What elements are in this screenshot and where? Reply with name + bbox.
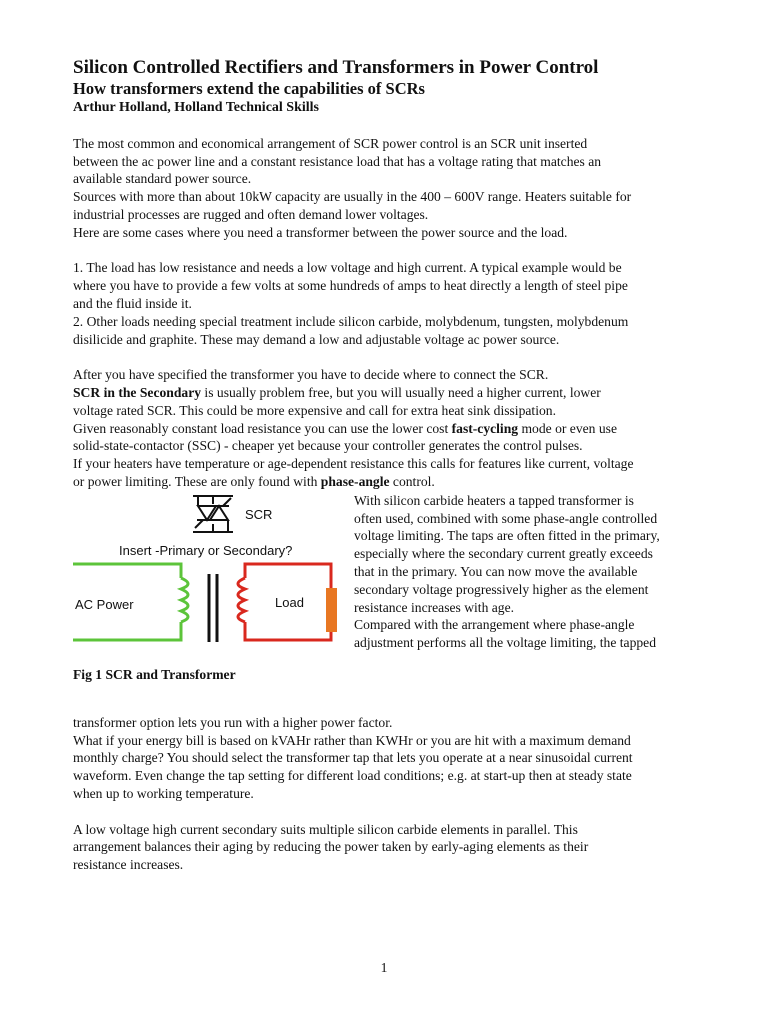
text-line: adjustment performs all the voltage limiting, the tapped	[354, 635, 657, 651]
scr-transformer-diagram	[73, 492, 353, 652]
insert-question-label: Insert -Primary or Secondary?	[119, 542, 293, 558]
figure-caption: Fig 1 SCR and Transformer	[73, 666, 236, 682]
intro-paragraph	[73, 135, 701, 242]
secondary-section	[73, 366, 701, 491]
text-line: If your heaters have temperature or age-dependent resistance this calls for features like current, voltage	[73, 456, 634, 472]
transformer-core-icon	[209, 574, 217, 642]
text-line: where you have to provide a few volts at some hundreds of amps to heat directly a length of steel pipe	[73, 278, 628, 294]
text-line: After you have specified the transformer you have to decide where to connect the SCR.	[73, 367, 549, 383]
text-line: waveform. Even change the tap setting for different load conditions; e.g. at start-up then at steady state	[73, 768, 632, 784]
text-line: 1. The load has low resistance and needs a low voltage and high current. A typical example would be	[73, 260, 622, 276]
text-line: resistance increases.	[73, 857, 184, 873]
text-line: between the ac power line and a constant resistance load that has a voltage rating that matches an	[73, 153, 602, 169]
scr-label: SCR	[245, 506, 273, 522]
secondary-coil-icon	[238, 578, 245, 622]
text-line: secondary voltage progressively higher as the element	[354, 581, 649, 597]
ac-power-label: AC Power	[75, 596, 134, 612]
text-line: With silicon carbide heaters a tapped transformer is	[354, 492, 634, 508]
cases-list	[73, 259, 701, 348]
text-line: solid-state-contactor (SSC) - cheaper yet because your controller generates the control pulses.	[73, 438, 583, 454]
bold-term: SCR in the Secondary	[73, 384, 202, 400]
text-line: disilicide and graphite. These may demand a low and adjustable voltage ac power source.	[73, 331, 560, 347]
text-line: SCR in the Secondary is usually problem free, but you will usually need a higher current, lower	[73, 384, 601, 400]
final-paragraph	[73, 821, 701, 874]
text-line: when up to working temperature.	[73, 785, 254, 801]
page-number: 1	[380, 960, 388, 975]
text-line: often used, combined with some phase-angle controlled	[354, 510, 658, 526]
bold-term: fast-cycling	[451, 420, 519, 436]
text-line: or power limiting. These are only found with phase-angle control.	[73, 473, 435, 489]
continuation-paragraph	[73, 714, 701, 803]
bold-term: phase-angle	[320, 473, 390, 489]
text-line: available standard power source.	[73, 171, 252, 187]
text-line: Sources with more than about 10kW capacity are usually in the 400 – 600V range. Heaters suitable for	[73, 189, 632, 205]
figure-1	[73, 492, 353, 684]
document-subtitle: How transformers extend the capabilities of SCRs	[73, 79, 425, 98]
text-line: What if your energy bill is based on kVAHr rather than KWHr or you are hit with a maximum demand	[73, 732, 631, 748]
text-line: and the fluid inside it.	[73, 295, 192, 311]
load-resistor-icon	[326, 588, 337, 632]
figure-row	[73, 492, 701, 684]
author-line: Arthur Holland, Holland Technical Skills	[73, 100, 319, 115]
text-line: that in the primary. You can now move the available	[354, 563, 638, 579]
text-line: Given reasonably constant load resistance you can use the lower cost fast-cycling mode or even use	[73, 420, 617, 436]
load-label: Load	[275, 594, 304, 610]
text-line: 2. Other loads needing special treatment include silicon carbide, molybdenum, tungsten, molybdenum	[73, 313, 629, 329]
text-line: Here are some cases where you need a transformer between the power source and the load.	[73, 224, 568, 240]
scr-symbol-icon	[193, 496, 233, 532]
text-line: especially where the secondary current greatly exceeds	[354, 546, 653, 562]
document-page	[73, 57, 701, 874]
figure-side-text	[354, 492, 694, 652]
text-line: voltage limiting. The taps are often fitted in the primary,	[354, 528, 660, 544]
text-line: voltage rated SCR. This could be more expensive and call for extra heat sink dissipation.	[73, 402, 556, 418]
text-line: transformer option lets you run with a higher power factor.	[73, 714, 393, 730]
text-line: A low voltage high current secondary suits multiple silicon carbide elements in parallel. This	[73, 821, 578, 837]
text-line: resistance increases with age.	[354, 599, 515, 615]
text-line: arrangement balances their aging by reducing the power taken by early-aging elements as their	[73, 839, 589, 855]
text-line: Compared with the arrangement where phase-angle	[354, 617, 635, 633]
document-title: Silicon Controlled Rectifiers and Transformers in Power Control	[73, 57, 599, 78]
text-line: monthly charge? You should select the transformer tap that lets you operate at a near sinusoidal current	[73, 750, 633, 766]
primary-coil-icon	[181, 578, 188, 622]
text-line: The most common and economical arrangement of SCR power control is an SCR unit inserted	[73, 135, 588, 151]
text-line: industrial processes are rugged and often demand lower voltages.	[73, 206, 429, 222]
